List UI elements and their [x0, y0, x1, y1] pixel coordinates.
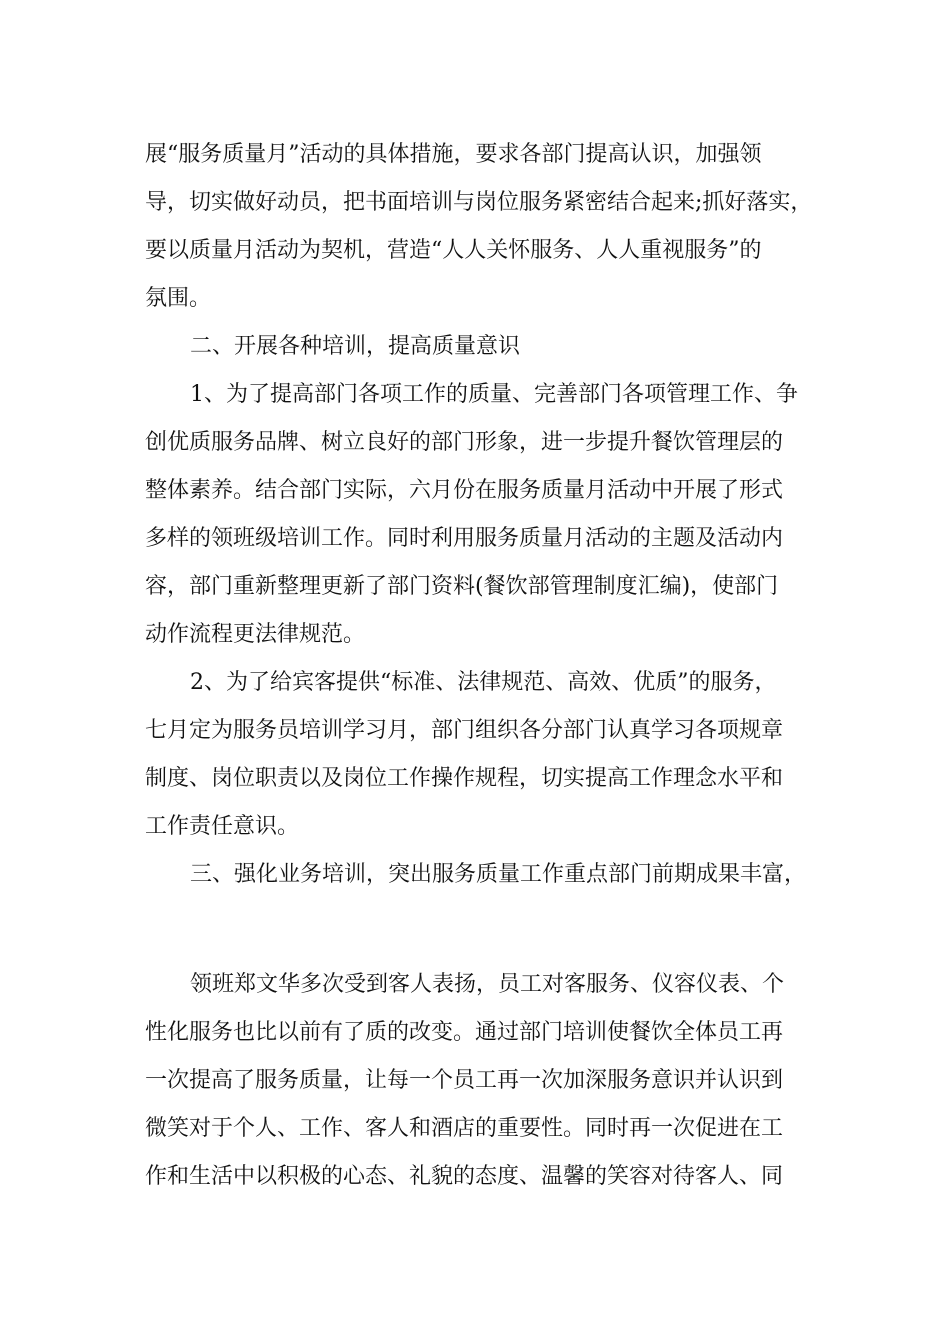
paragraph-line: 氛围。 [145, 286, 212, 311]
paragraph-line: 2、为了给宾客提供“标准、法律规范、高效、优质”的服务， [190, 670, 777, 695]
paragraph-line: 微笑对于个人、工作、客人和酒店的重要性。同时再一次促进在工 [145, 1116, 784, 1141]
paragraph-line: 展“服务质量月”活动的具体措施，要求各部门提高认识，加强领 [145, 142, 762, 167]
text-block-upper [145, 131, 813, 899]
paragraph-line: 动作流程更法律规范。 [145, 622, 366, 647]
paragraph-line: 整体素养。结合部门实际，六月份在服务质量月活动中开展了形式 [145, 478, 784, 503]
section-heading: 三、强化业务培训，突出服务质量工作重点部门前期成果丰富， [190, 862, 807, 887]
paragraph-line: 容，部门重新整理更新了部门资料(餐饮部管理制度汇编)，使部门 [145, 574, 779, 599]
text-block-lower [145, 961, 813, 1201]
paragraph-line: 制度、岗位职责以及岗位工作操作规程，切实提高工作理念水平和 [145, 766, 784, 791]
paragraph-line: 工作责任意识。 [145, 814, 300, 839]
paragraph-line: 创优质服务品牌、树立良好的部门形象，进一步提升餐饮管理层的 [145, 430, 784, 455]
paragraph-line: 多样的领班级培训工作。同时利用服务质量月活动的主题及活动内 [145, 526, 784, 551]
paragraph-line: 性化服务也比以前有了质的改变。通过部门培训使餐饮全体员工再 [145, 1020, 784, 1045]
paragraph-line: 领班郑文华多次受到客人表扬，员工对客服务、仪容仪表、个 [190, 972, 785, 997]
paragraph-line: 一次提高了服务质量，让每一个员工再一次加深服务意识并认识到 [145, 1068, 784, 1093]
paragraph-line: 七月定为服务员培训学习月，部门组织各分部门认真学习各项规章 [145, 718, 784, 743]
paragraph-line: 作和生活中以积极的心态、礼貌的态度、温馨的笑容对待客人、同 [145, 1164, 784, 1189]
paragraph-line: 1、为了提高部门各项工作的质量、完善部门各项管理工作、争 [190, 382, 798, 407]
paragraph-line: 要以质量月活动为契机，营造“人人关怀服务、人人重视服务”的 [145, 238, 762, 263]
paragraph-line: 导，切实做好动员，把书面培训与岗位服务紧密结合起来;抓好落实， [145, 190, 813, 215]
section-heading: 二、开展各种培训，提高质量意识 [190, 334, 521, 359]
